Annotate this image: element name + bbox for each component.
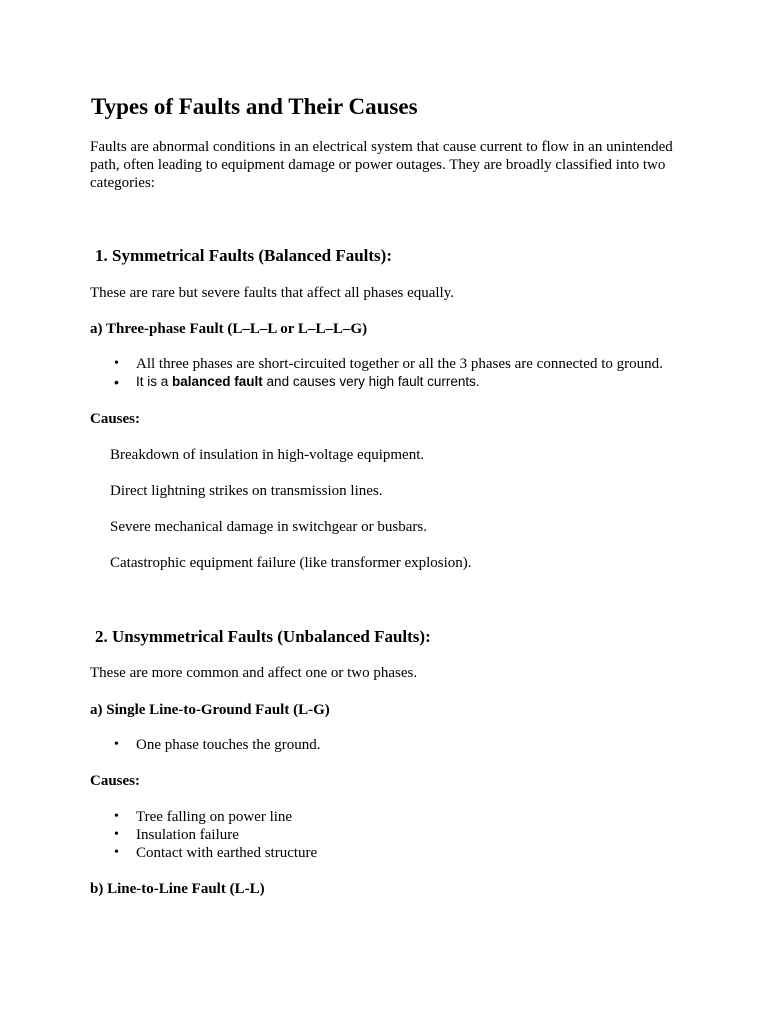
list-item [113, 826, 317, 844]
section-heading-symmetrical: 1. Symmetrical Faults (Balanced Faults): [95, 246, 392, 265]
subheading-three-phase-fault: a) Three-phase Fault (L–L–L or L–L–L–G) [90, 321, 368, 337]
list-item-text-bold: balanced fault [172, 374, 263, 389]
subheading-line-to-line: b) Line-to-Line Fault (L-L) [90, 881, 265, 897]
bullet-icon: • [114, 356, 119, 371]
cause-item: Direct lightning strikes on transmission lines. [110, 483, 383, 499]
cause-item: Severe mechanical damage in switchgear or busbars. [110, 519, 427, 535]
three-phase-bullet-list [113, 355, 663, 391]
page-title: Types of Faults and Their Causes [91, 94, 418, 119]
cause-item: Catastrophic equipment failure (like transformer explosion). [110, 555, 472, 571]
section-heading-unsymmetrical: 2. Unsymmetrical Faults (Unbalanced Faults): [95, 627, 431, 646]
bullet-icon: • [114, 809, 119, 824]
list-item [113, 355, 663, 373]
symmetrical-description: These are rare but severe faults that affect all phases equally. [90, 285, 454, 301]
unsymmetrical-causes-list [113, 808, 317, 862]
list-item-text: One phase touches the ground. [136, 737, 321, 753]
list-item-text: Tree falling on power line [136, 809, 293, 825]
list-item [113, 736, 321, 754]
bullet-icon: • [114, 374, 119, 390]
list-item-text: Insulation failure [136, 827, 239, 843]
cause-item: Breakdown of insulation in high-voltage equipment. [110, 447, 425, 463]
causes-label-unsymmetrical: Causes: [90, 773, 141, 789]
list-item-text-suffix: and causes very high fault currents. [262, 374, 480, 389]
list-item-text-prefix: It is a [136, 374, 173, 389]
bullet-icon: • [114, 827, 119, 842]
subheading-single-line-ground: a) Single Line-to-Ground Fault (L-G) [90, 702, 330, 718]
causes-label-symmetrical: Causes: [90, 411, 141, 427]
list-item-text: All three phases are short-circuited together or all the 3 phases are connected to ground. [136, 356, 663, 372]
single-line-ground-bullet-list [113, 736, 321, 754]
intro-paragraph: Faults are abnormal conditions in an electrical system that cause current to flow in an unintended path, often leading to equipment damage or power outages. They are broadly classified into two categories: [90, 139, 673, 191]
list-item [113, 808, 317, 826]
unsymmetrical-description: These are more common and affect one or two phases. [90, 665, 418, 681]
list-item [113, 844, 317, 862]
bullet-icon: • [114, 845, 119, 860]
list-item [113, 373, 663, 391]
list-item-text: Contact with earthed structure [136, 845, 318, 861]
bullet-icon: • [114, 737, 119, 752]
